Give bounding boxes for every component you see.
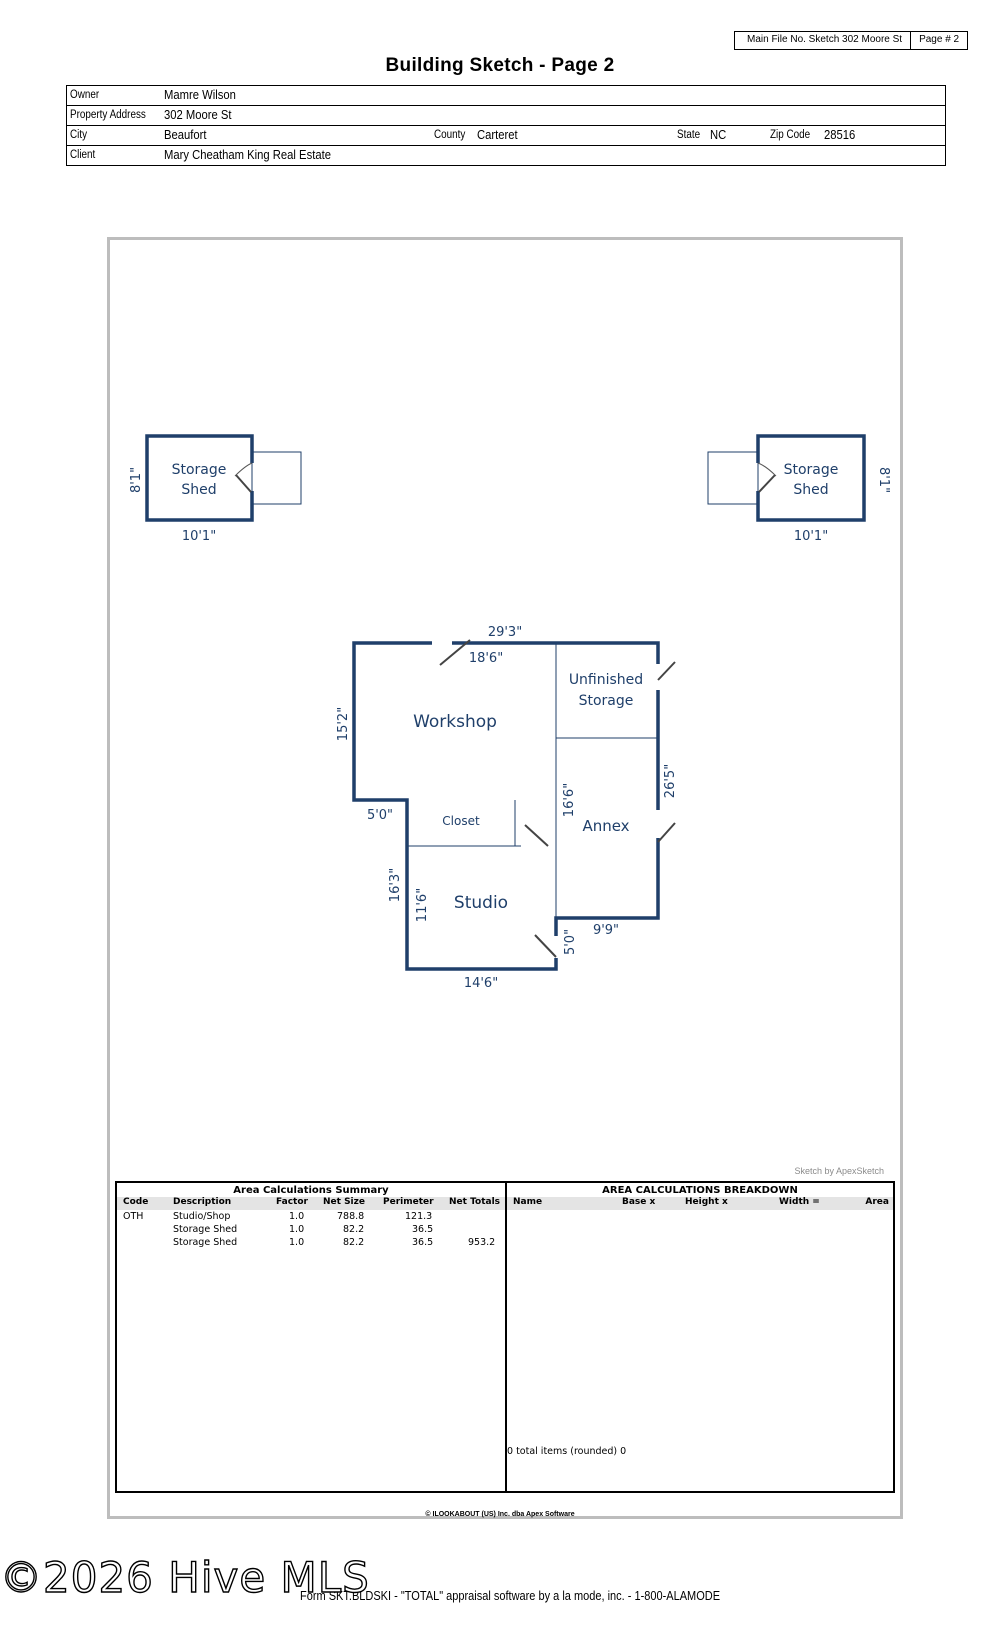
main-wall-southeast: [556, 838, 658, 936]
apex-copyright: © ILOOKABOUT (US) Inc. dba Apex Software: [425, 1511, 575, 1518]
storage-shed-right: [708, 436, 891, 544]
dim-left-upper: 15'2": [336, 706, 351, 742]
storage-shed-left: [129, 436, 301, 544]
row-factor: 1.0: [289, 1237, 305, 1248]
shed-left-label-2: Shed: [181, 482, 217, 498]
row-size: 82.2: [343, 1224, 365, 1235]
closet-door: [525, 825, 548, 846]
storage-door: [658, 662, 675, 680]
summary-title: Area Calculations Summary: [233, 1185, 389, 1196]
shed-left-deck: [252, 452, 301, 504]
address-label: Property Address: [70, 109, 146, 121]
row-description: Storage Shed: [173, 1237, 238, 1248]
row-size: 788.8: [337, 1211, 365, 1222]
software-footer: Form SKT.BLDSKI - "TOTAL" appraisal software by a la mode, inc. - 1-800-ALAMODE: [300, 1589, 721, 1603]
annex-label: Annex: [582, 817, 630, 835]
closet-label: Closet: [442, 814, 480, 828]
total-items: 0 total items: [507, 1446, 568, 1457]
breakdown-title: AREA CALCULATIONS BREAKDOWN: [602, 1185, 798, 1196]
county-label: County: [434, 129, 466, 141]
shed-right-bottom-dim: 10'1": [793, 529, 829, 544]
shed-left-bottom-dim: 10'1": [181, 529, 217, 544]
city-value: Beaufort: [164, 128, 207, 142]
page-title: Building Sketch - Page 2: [385, 55, 615, 76]
main-file-number: Main File No. Sketch 302 Moore St: [747, 34, 903, 45]
col-description: Description: [173, 1197, 232, 1207]
unfinished-label-1: Unfinished: [568, 672, 644, 688]
sketch-credit: Sketch by ApexSketch: [794, 1166, 884, 1176]
studio-label: Studio: [453, 893, 509, 913]
mls-watermark: ©2026 Hive MLS: [0, 1553, 370, 1602]
col-net-size: Net Size: [323, 1197, 365, 1207]
col-factor: Factor: [276, 1197, 308, 1207]
col-base: Base x: [622, 1197, 656, 1207]
area-summary: [117, 1183, 507, 1491]
address-value: 302 Moore St: [164, 108, 232, 122]
studio-door: [535, 935, 556, 957]
row-total: 953.2: [468, 1237, 496, 1248]
city-label: City: [70, 129, 88, 141]
row-factor: 1.0: [289, 1211, 305, 1222]
row-code: OTH: [123, 1211, 144, 1222]
col-net-totals: Net Totals: [449, 1197, 501, 1207]
state-label: State: [677, 129, 701, 141]
row-perimeter: 36.5: [412, 1237, 434, 1248]
dim-studio-inner: 11'6": [415, 887, 430, 923]
client-value: Mary Cheatham King Real Estate: [164, 148, 331, 162]
main-wall-west: [354, 643, 556, 969]
dim-bottom: 14'6": [463, 976, 499, 991]
shed-right-door: [759, 475, 775, 492]
shed-right-deck: [708, 452, 758, 504]
unfinished-label-2: Storage: [578, 693, 634, 709]
col-code: Code: [123, 1197, 149, 1207]
shed-left-door: [236, 475, 251, 492]
shed-right-door-swing: [758, 463, 776, 476]
shed-right-side-dim: 8'1": [876, 466, 891, 494]
col-name: Name: [513, 1197, 543, 1207]
shed-right-label-1: Storage: [783, 462, 839, 478]
shed-left-label-1: Storage: [171, 462, 227, 478]
shed-left-door-swing: [235, 463, 252, 476]
zip-value: 28516: [824, 128, 856, 142]
dim-top-inner: 18'6": [468, 651, 504, 666]
client-label: Client: [70, 149, 96, 161]
breakdown-total-row: [507, 1446, 893, 1459]
dim-annex-height: 16'6": [562, 782, 577, 818]
row-size: 82.2: [343, 1237, 365, 1248]
summary-header: [117, 1197, 505, 1210]
row-description: Storage Shed: [173, 1224, 238, 1235]
area-breakdown: [507, 1183, 893, 1491]
annex-door: [658, 823, 675, 842]
zip-label: Zip Code: [770, 129, 811, 141]
shed-left-wall: [147, 436, 252, 520]
area-tables: [115, 1181, 895, 1493]
col-width: Width =: [779, 1197, 820, 1207]
total-area: 0: [620, 1446, 627, 1457]
dim-step: 5'0": [366, 808, 394, 823]
page-number: Page # 2: [910, 32, 967, 49]
workshop-label: Workshop: [413, 712, 497, 732]
state-value: NC: [710, 128, 727, 142]
shed-right-label-2: Shed: [793, 482, 829, 498]
breakdown-header: [507, 1197, 893, 1210]
main-building: [336, 625, 678, 991]
dim-left-lower: 16'3": [388, 867, 403, 903]
county-value: Carteret: [477, 128, 518, 142]
table-row: [117, 1237, 505, 1250]
row-description: Studio/Shop: [173, 1211, 231, 1222]
dim-top-total: 29'3": [487, 625, 523, 640]
table-row: [117, 1224, 505, 1237]
dim-right: 26'5": [663, 763, 678, 799]
row-perimeter: 36.5: [412, 1224, 434, 1235]
row-perimeter: 121.3: [405, 1211, 433, 1222]
owner-label: Owner: [70, 89, 100, 101]
rounded-label: (rounded): [570, 1446, 618, 1457]
shed-left-side-dim: 8'1": [129, 466, 144, 494]
dim-annex-bottom: 9'9": [592, 923, 620, 938]
col-area: Area: [865, 1197, 889, 1207]
dim-small: 5'0": [563, 928, 578, 956]
row-factor: 1.0: [289, 1224, 305, 1235]
owner-value: Mamre Wilson: [164, 88, 236, 102]
col-height: Height x: [685, 1197, 728, 1207]
table-row: [117, 1211, 505, 1224]
shed-right-wall: [758, 436, 864, 520]
col-perimeter: Perimeter: [383, 1197, 434, 1207]
